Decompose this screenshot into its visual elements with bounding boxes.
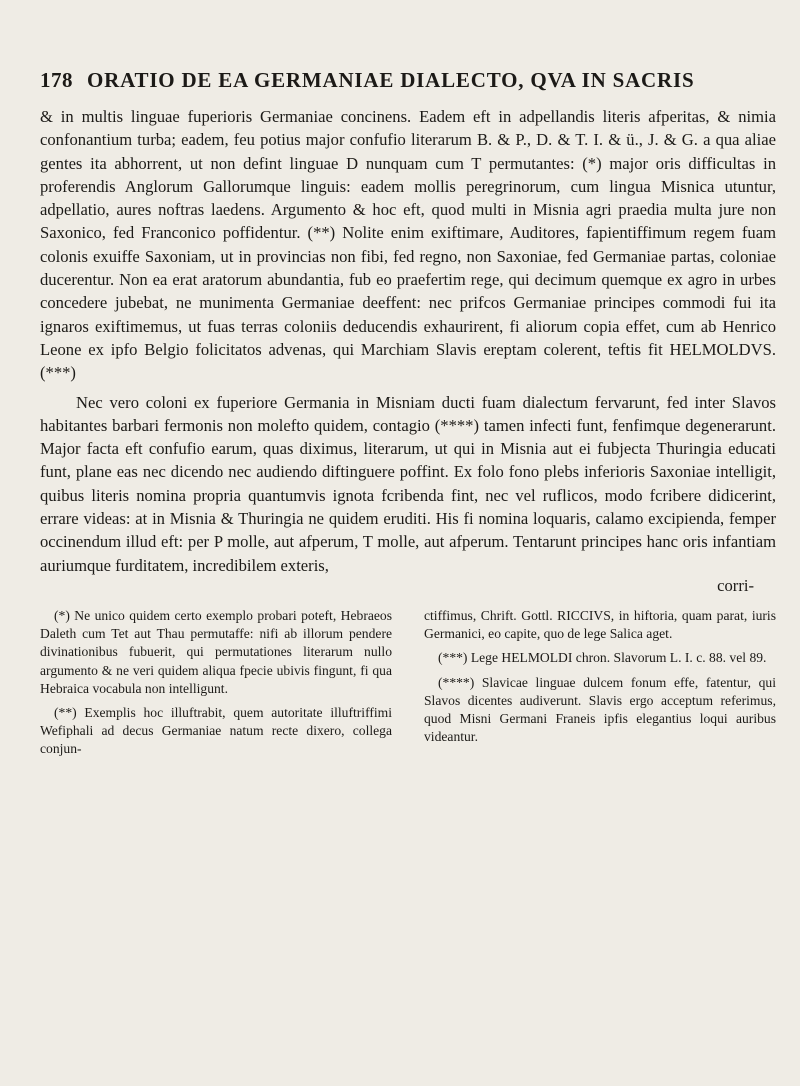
footnote-2-continued: ctiffimus, Chrift. Gottl. RICCIVS, in hiftoria, quam parat, iuris Germanici, eo capite, quo de lege Salica aget. [424, 607, 776, 642]
footnote-3: (***) Lege HELMOLDI chron. Slavorum L. I. c. 88. vel 89. [438, 650, 767, 666]
footnotes-right-column [424, 607, 776, 765]
footnote-4: (****) Slavicae linguae dulcem fonum effe, fatentur, qui Slavos dicentes audiverunt. Slavis ergo acceptum referimus, quod Misni Germani Franeis ipfis elegantius loqui auribus videantur. [424, 674, 776, 745]
footnote-1: (*) Ne unico quidem certo exemplo probari poteft, Hebraeos Daleth cum Tet aut Thau permutaffe: nifi ab illorum pendere divinationibus fubuerit, qui permutationes literarum nullo argumento & ne veri quidem aliqua fpecie ubivis fingunt, fi qua Hebraica vocabula non intelligunt. [40, 607, 392, 696]
body-paragraph-2: Nec vero coloni ex fuperiore Germania in Misniam ducti fuam dialectum fervarunt, fed inter Slavos habitantes barbari fermonis non molefto quidem, contagio (****) tamen infecti funt, fenfimque degenerarunt. Major facta eft confufio earum, quas diximus, literarum, ut qui in Misnia aut ei fubjecta Thuringia educati funt, plane eas nec dicendo nec audiendo diftinguere poffint. Ex folo fono plebs inferioris Saxoniae intelligit, quibus literis nomina propria quantumvis ignota fcribenda fint, nec vel ruflicos, modo fcribere didicerint, errare videas: at in Misnia & Thuringia ne quidem eruditi. His fi nomina loquaris, calamo excipienda, femper occinendum illud eft: per P molle, aut afperum, T molle, aut afperum. Tentarunt principes hanc oris infantiam auriumque furditatem, incredibilem exteris, [40, 392, 776, 575]
page-number: 178 [40, 68, 73, 92]
footnote-2: (**) Exemplis hoc illuftrabit, quem autoritate illuftriffimi Wefiphali ad decus Germaniae natum recte dixero, collega conjun- [40, 704, 392, 757]
footnotes [40, 607, 776, 765]
body-paragraph-1: & in multis linguae fuperioris Germaniae concinens. Eadem eft in adpellandis literis afperitas, & nimia confonantium turba; eadem, feu potius major confufio literarum B. & P., D. & T. I. & ü., J. & G. a qua aliae gentes ita abhorrent, ut non defint linguae D nunquam cum T permutantes: (*) major oris difficultas in proferendis Anglorum Gallorumque linguis: eadem mollis peregrinorum, cum lingua Misnica utuntur, adpellatio, aures noftras laedens. Argumento & hoc eft, quod multi in Misnia agri praedia multa jure non Saxonico, fed Franconico poffidentur. (**) Nolite enim exiftimare, Auditores, fapientiffimum regem fuam colonis exuiffe Saxoniam, ut in provincias non fibi, fed regno, non Saxoniae, fed Germaniae partas, coloniae ducerentur. Non ea erat aratorum abundantia, fub eo praefertim rege, qui decimum quemque ex agro in urbes concedere jubebat, ne munimenta Germaniae deeffent: nec prifcos Germaniae principes commodi fui ita ignaros exiftimemus, ut fuas terras coloniis deducendis exhaurirent, fi aliorum copia effet, cum ab Henrico Leone ex ipfo Belgio folicitatos advenas, qui Marchiam Slavis ereptam colerent, teftis fit HELMOLDVS. (***) [40, 107, 776, 383]
footnotes-left-column [40, 607, 392, 765]
catchword: corri- [717, 575, 754, 595]
running-title: ORATIO DE EA GERMANIAE DIALECTO, QVA IN SACRIS [87, 68, 695, 92]
running-head [40, 68, 776, 93]
